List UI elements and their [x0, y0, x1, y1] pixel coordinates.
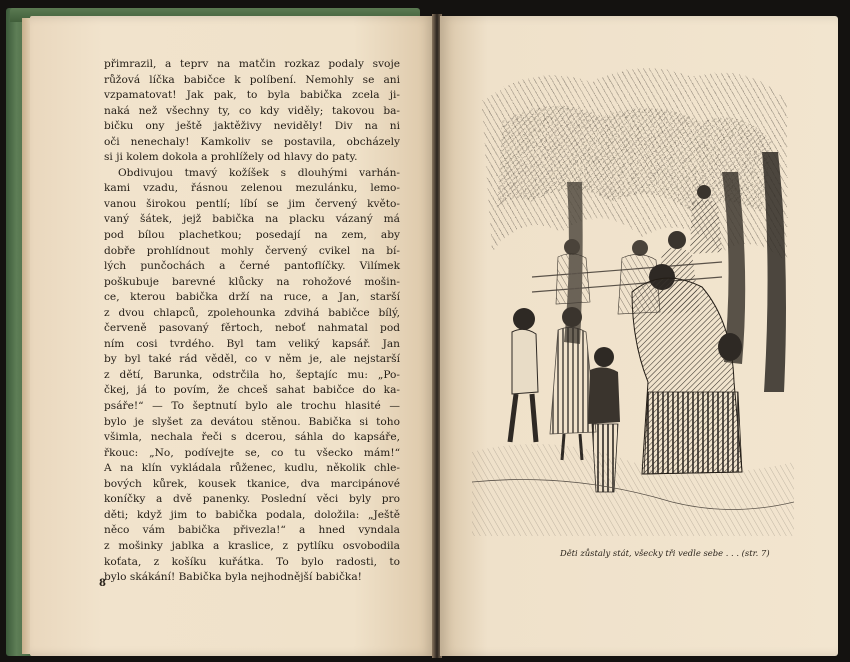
text-line: ce, kterou babička drží na ruce, a Jan, starší: [104, 291, 400, 304]
text-line: koťata, z košíku kuřátka. To bylo radosti, to: [104, 555, 400, 568]
grandmother-figure: [632, 264, 742, 474]
text-line: vzpamatovat! Jak pak, to byla babička zcela ji-: [104, 89, 400, 102]
text-line: kami vzadu, řásnou zelenou mezulánku, lemo-: [104, 182, 400, 195]
text-line: Obdivujou tmavý kožíšek s dlouhými varhán-: [118, 166, 400, 179]
text-line: vaný šátek, jejž babička na placku vázaný má: [104, 213, 400, 226]
text-line: z dětí, Barunka, odstrčila ho, šeptajíc mu: „Po-: [104, 368, 400, 381]
text-line: A na klín vykládala růženec, kudlu, několik chle-: [104, 462, 400, 475]
text-line: bylo skákání! Babička byla nejhodnější babička!: [104, 571, 362, 584]
illustration-caption: Děti zůstaly stát, všecky tři vedle sebe . . . (str. 7): [560, 548, 770, 558]
text-line: z mošinky jablka a kraslice, z pytlíku osvobodila: [104, 539, 400, 552]
text-line: z dvou chlapců, zpolehounka zdvihá babičce bílý,: [104, 306, 400, 319]
text-line: ním cosi tvrdého. Byl tam veliký kapsář. Jan: [104, 337, 400, 350]
text-line: něco vám babička přivezla!“ a hned vyndala: [104, 524, 400, 537]
text-line: růžová líčka babičce k políbení. Nemohly se ani: [104, 73, 400, 86]
text-line: oči nenechaly! Kamkoliv se postavila, obcházely: [104, 135, 400, 148]
text-line: přimrazil, a teprv na matčin rozkaz podaly svoje: [104, 58, 400, 70]
text-line: bylo je slyšet za devátou stěnou. Babička si toho: [104, 415, 400, 428]
text-line: koníčky a dvě panenky. Poslední věci byly pro: [104, 493, 400, 506]
text-line: by byl také rád věděl, co v něm je, ale nejstarší: [104, 353, 400, 366]
text-line: bičku ony ještě jaktěživy neviděly! Div na ni: [104, 120, 400, 133]
ground: [472, 444, 794, 536]
text-line: poškubuje barevné klůcky na rohožové mošin-: [104, 275, 400, 288]
text-line: dobře prohlídnout mohly červený cvikel na bí-: [104, 244, 400, 257]
text-line: děti; když jim to babička podala, doložila: „Ještě: [104, 508, 400, 521]
text-line: psáře!“ — To šeptnutí bylo ale trochu hlasité —: [104, 400, 400, 413]
text-line: pod bílou plachetkou; posedají na zem, aby: [104, 229, 400, 242]
page-number: 8: [99, 578, 106, 589]
body-text: [104, 57, 400, 586]
text-line: řkouc: „No, podívejte se, co tu všecko mám!“: [104, 446, 400, 459]
text-line: červeně pasovaný fěrtoch, neboť nahmatal pod: [104, 322, 400, 335]
text-line: všimla, nechala řeči s dcerou, sáhla do kapsáře,: [104, 431, 400, 444]
text-line: vanou širokou pentlí; líbí se jim červený květo-: [104, 197, 400, 210]
text-line: bových kůrek, kousek tkanice, dva marcipánové: [104, 477, 400, 490]
text-line: čkej, já to povím, že chceš sahat babičce do ka-: [104, 384, 400, 397]
text-line: lých punčochách a černé pantoflíčky. Vilímek: [104, 260, 400, 273]
text-line: si ji kolem dokola a prohlížely od hlavy do paty.: [104, 151, 358, 164]
text-line: naká než všechny ty, co kdy viděly; takovou ba-: [104, 104, 400, 117]
illustration-grandmother-with-children: [472, 62, 794, 536]
